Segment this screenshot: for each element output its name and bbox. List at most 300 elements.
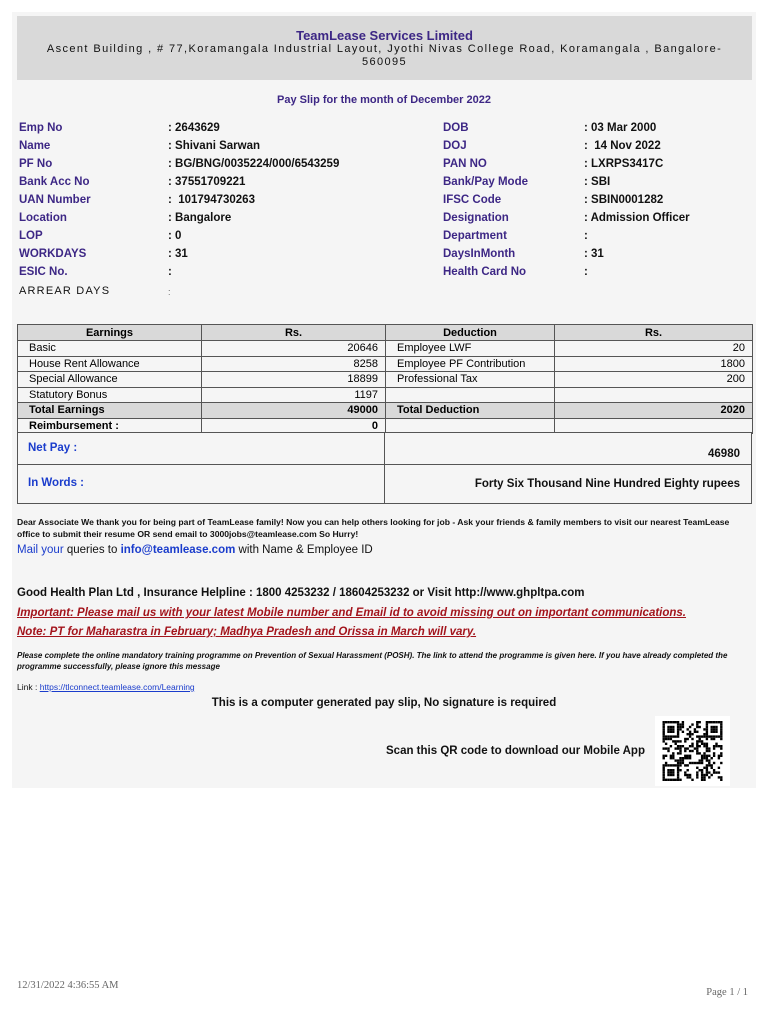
qr-module: [663, 771, 665, 773]
qr-module: [679, 726, 681, 728]
qr-module: [701, 755, 703, 757]
qr-module: [720, 745, 722, 747]
qr-module: [679, 759, 681, 761]
qr-module: [713, 745, 715, 747]
qr-module: [706, 759, 708, 761]
qr-module: [701, 776, 703, 778]
pay-mode-label: Bank/Pay Mode: [443, 176, 528, 188]
qr-module: [663, 774, 665, 776]
qr-module: [713, 762, 715, 764]
deduction-name: Employee PF Contribution: [386, 356, 555, 372]
qr-module: [677, 771, 679, 773]
qr-module: [718, 755, 720, 757]
print-timestamp: 12/31/2022 4:36:55 AM: [17, 980, 119, 991]
mail-queries-line: [17, 544, 373, 556]
qr-module: [663, 769, 665, 771]
qr-module: [696, 771, 698, 773]
qr-module: [720, 728, 722, 730]
qr-module: [711, 731, 713, 733]
qr-module: [701, 743, 703, 745]
qr-module: [663, 767, 665, 769]
deduction-amount: 20: [555, 341, 753, 357]
qr-module: [715, 745, 717, 747]
esic-value: :: [168, 266, 172, 278]
qr-module: [684, 774, 686, 776]
qr-module: [720, 731, 722, 733]
qr-module: [718, 721, 720, 723]
uan-value: : 101794730263: [168, 194, 255, 206]
mail-prefix: Mail your: [17, 544, 64, 556]
qr-module: [672, 728, 674, 730]
qr-module: [694, 731, 696, 733]
qr-module: [663, 740, 665, 742]
qr-module: [703, 767, 705, 769]
qr-module: [713, 738, 715, 740]
qr-module: [691, 743, 693, 745]
qr-module: [708, 721, 710, 723]
qr-module: [706, 757, 708, 759]
qr-module: [689, 733, 691, 735]
total-deduction-value: 2020: [555, 403, 753, 419]
qr-module: [708, 771, 710, 773]
qr-module: [703, 733, 705, 735]
pt-note: Note: PT for Maharastra in February; Madhya Pradesh and Orissa in March will vary.: [17, 626, 477, 638]
qr-module: [689, 774, 691, 776]
qr-module: [715, 743, 717, 745]
earnings-rs-header: Rs.: [202, 325, 386, 341]
qr-module: [677, 774, 679, 776]
bank-acc-label: Bank Acc No: [19, 176, 90, 188]
qr-module: [679, 757, 681, 759]
qr-module: [663, 757, 665, 759]
deduction-amount: 200: [555, 372, 753, 388]
qr-module: [703, 735, 705, 737]
payslip-period-title: Pay Slip for the month of December 2022: [277, 94, 491, 106]
qr-module: [706, 771, 708, 773]
qr-module: [696, 752, 698, 754]
qr-module: [699, 738, 701, 740]
workdays-label: WORKDAYS: [19, 248, 87, 260]
qr-module: [720, 752, 722, 754]
workdays-value: : 31: [168, 248, 188, 260]
deduction-name: Professional Tax: [386, 372, 555, 388]
qr-module: [701, 759, 703, 761]
qr-module: [689, 745, 691, 747]
pf-no-label: PF No: [19, 158, 53, 170]
qr-module: [720, 721, 722, 723]
net-pay-label: Net Pay :: [28, 442, 78, 454]
qr-module: [715, 735, 717, 737]
qr-module: [699, 762, 701, 764]
qr-module: [682, 745, 684, 747]
qr-module: [720, 726, 722, 728]
qr-module: [672, 774, 674, 776]
qr-module: [718, 776, 720, 778]
qr-module: [711, 774, 713, 776]
qr-module: [706, 723, 708, 725]
qr-module: [703, 745, 705, 747]
qr-module: [679, 728, 681, 730]
earning-name: Special Allowance: [18, 372, 202, 388]
qr-module: [672, 740, 674, 742]
qr-module: [677, 769, 679, 771]
qr-module: [682, 721, 684, 723]
qr-module: [663, 721, 665, 723]
qr-module: [665, 755, 667, 757]
qr-module: [711, 767, 713, 769]
qr-module: [670, 764, 672, 766]
qr-module: [691, 750, 693, 752]
qr-module: [687, 738, 689, 740]
qr-module: [682, 762, 684, 764]
qr-module: [667, 735, 669, 737]
mail-mid: queries to: [63, 544, 121, 556]
earning-name: House Rent Allowance: [18, 356, 202, 372]
qr-module: [715, 728, 717, 730]
qr-module: [672, 721, 674, 723]
earning-amount: 18899: [202, 372, 386, 388]
qr-module: [708, 762, 710, 764]
qr-module: [715, 726, 717, 728]
qr-module: [665, 779, 667, 781]
qr-module: [720, 738, 722, 740]
ifsc-value: : SBIN0001282: [584, 194, 664, 206]
qr-module: [696, 767, 698, 769]
qr-module: [679, 762, 681, 764]
location-label: Location: [19, 212, 67, 224]
qr-module: [696, 747, 698, 749]
qr-module: [687, 755, 689, 757]
qr-module: [677, 745, 679, 747]
days-in-month-label: DaysInMonth: [443, 248, 516, 260]
qr-module: [679, 764, 681, 766]
qr-module: [711, 738, 713, 740]
qr-module: [684, 764, 686, 766]
qr-module: [696, 721, 698, 723]
qr-module: [718, 735, 720, 737]
qr-module: [694, 728, 696, 730]
qr-module: [701, 771, 703, 773]
qr-module: [675, 721, 677, 723]
qr-module: [720, 747, 722, 749]
qr-module: [718, 771, 720, 773]
qr-module: [720, 733, 722, 735]
qr-module: [677, 747, 679, 749]
qr-module: [696, 743, 698, 745]
qr-module: [667, 779, 669, 781]
qr-module: [665, 762, 667, 764]
earning-name: Statutory Bonus: [18, 387, 202, 403]
qr-module: [701, 740, 703, 742]
qr-module: [672, 735, 674, 737]
qr-module: [694, 762, 696, 764]
qr-module: [682, 726, 684, 728]
qr-module: [711, 721, 713, 723]
qr-module: [672, 755, 674, 757]
table-row: [18, 372, 753, 388]
earnings-deductions-table: [17, 324, 753, 434]
qr-module: [663, 726, 665, 728]
qr-module: [663, 733, 665, 735]
page-number: Page 1 / 1: [706, 987, 748, 998]
qr-module: [701, 735, 703, 737]
qr-module: [718, 767, 720, 769]
qr-module: [687, 764, 689, 766]
qr-module: [665, 721, 667, 723]
qr-module: [679, 723, 681, 725]
qr-module: [708, 759, 710, 761]
qr-module: [670, 728, 672, 730]
company-address: Ascent Building , # 77,Koramangala Industrial Layout, Jyothi Nivas College Road, Koramangala , Bangalore-560095: [46, 43, 723, 68]
qr-module: [701, 757, 703, 759]
qr-module: [708, 750, 710, 752]
pan-value: : LXRPS3417C: [584, 158, 664, 170]
qr-module: [677, 752, 679, 754]
department-label: Department: [443, 230, 507, 242]
qr-module: [665, 738, 667, 740]
qr-module: [691, 745, 693, 747]
qr-module: [699, 740, 701, 742]
qr-module: [694, 747, 696, 749]
qr-module: [677, 731, 679, 733]
qr-module: [663, 747, 665, 749]
scan-qr-text: Scan this QR code to download our Mobile App: [386, 745, 645, 757]
qr-module: [667, 738, 669, 740]
name-label: Name: [19, 140, 51, 152]
qr-module: [687, 733, 689, 735]
qr-module: [706, 731, 708, 733]
qr-module: [679, 740, 681, 742]
qr-module: [675, 759, 677, 761]
qr-module: [677, 740, 679, 742]
qr-module: [679, 752, 681, 754]
qr-module: [682, 723, 684, 725]
esic-label: ESIC No.: [19, 266, 68, 278]
qr-module: [663, 738, 665, 740]
deduction-header: Deduction: [386, 325, 555, 341]
qr-module: [691, 762, 693, 764]
qr-module: [706, 738, 708, 740]
qr-module: [689, 762, 691, 764]
qr-module: [684, 738, 686, 740]
company-header: [17, 16, 752, 80]
qr-module: [677, 726, 679, 728]
designation-label: Designation: [443, 212, 509, 224]
qr-module: [696, 776, 698, 778]
ifsc-label: IFSC Code: [443, 194, 502, 206]
support-email-link[interactable]: info@teamlease.com: [120, 544, 236, 556]
qr-module: [699, 735, 701, 737]
qr-module: [679, 750, 681, 752]
qr-module: [689, 757, 691, 759]
qr-module: [703, 776, 705, 778]
table-row: [18, 387, 753, 403]
qr-module: [677, 723, 679, 725]
qr-module: [677, 767, 679, 769]
qr-module: [670, 738, 672, 740]
qr-module: [706, 769, 708, 771]
net-pay-value-box: [384, 432, 752, 465]
mail-suffix: with Name & Employee ID: [235, 544, 373, 556]
qr-module: [667, 731, 669, 733]
qr-module: [720, 723, 722, 725]
qr-module: [667, 721, 669, 723]
emp-no-label: Emp No: [19, 122, 63, 134]
qr-module: [667, 750, 669, 752]
qr-module: [677, 776, 679, 778]
qr-module: [663, 728, 665, 730]
qr-module: [672, 764, 674, 766]
qr-module: [689, 726, 691, 728]
qr-module: [663, 755, 665, 757]
learning-portal-link[interactable]: https://tlconnect.teamlease.com/Learning: [39, 682, 195, 692]
qr-module: [696, 750, 698, 752]
qr-module: [670, 771, 672, 773]
qr-module: [665, 747, 667, 749]
qr-module: [713, 726, 715, 728]
table-row: [18, 356, 753, 372]
name-value: : Shivani Sarwan: [168, 140, 261, 152]
qr-module: [677, 721, 679, 723]
dob-value: : 03 Mar 2000: [584, 122, 657, 134]
qr-module: [687, 774, 689, 776]
qr-module: [696, 726, 698, 728]
posh-training-notice: Please complete the online mandatory training programme on Prevention of Sexual Harassment (POSH). The link to attend the programme is given here. If you have already completed the programme successfully, please ignore this message: [17, 651, 728, 671]
link-label: Link :: [17, 682, 40, 692]
qr-module: [684, 747, 686, 749]
deduction-name: Employee LWF: [386, 341, 555, 357]
qr-module: [672, 757, 674, 759]
important-notice: Important: Please mail us with your latest Mobile number and Email id to avoid missing out on important communications.: [17, 607, 687, 619]
qr-module: [682, 759, 684, 761]
qr-module: [699, 759, 701, 761]
qr-module: [713, 755, 715, 757]
qr-module: [699, 721, 701, 723]
qr-module: [706, 726, 708, 728]
qr-module: [706, 735, 708, 737]
earning-amount: 8258: [202, 356, 386, 372]
dob-label: DOB: [443, 122, 469, 134]
qr-module: [670, 774, 672, 776]
qr-module: [711, 757, 713, 759]
arrear-days-label: ARREAR DAYS: [19, 285, 111, 297]
table-row: [18, 341, 753, 357]
qr-module: [701, 779, 703, 781]
qr-module: [713, 735, 715, 737]
company-name: TeamLease Services Limited: [296, 28, 473, 43]
qr-module: [711, 764, 713, 766]
totals-row: [18, 403, 753, 419]
qr-module: [701, 774, 703, 776]
qr-module: [703, 728, 705, 730]
qr-module: [691, 723, 693, 725]
qr-module: [713, 752, 715, 754]
qr-module: [670, 755, 672, 757]
qr-module: [687, 769, 689, 771]
deduction-rs-header: Rs.: [555, 325, 753, 341]
earning-amount: 1197: [202, 387, 386, 403]
qr-module: [682, 731, 684, 733]
qr-module: [696, 745, 698, 747]
qr-module: [689, 750, 691, 752]
pf-no-value: : BG/BNG/0035224/000/6543259: [168, 158, 340, 170]
mobile-app-qr-code[interactable]: [655, 716, 730, 786]
qr-module: [713, 771, 715, 773]
qr-module: [663, 776, 665, 778]
qr-module: [677, 733, 679, 735]
qr-module: [701, 762, 703, 764]
bank-acc-value: : 37551709221: [168, 176, 246, 188]
in-words-value: Forty Six Thousand Nine Hundred Eighty rupees: [474, 478, 740, 490]
qr-module: [701, 769, 703, 771]
qr-module: [706, 774, 708, 776]
emp-no-value: : 2643629: [168, 122, 220, 134]
qr-module: [667, 728, 669, 730]
table-header-row: [18, 325, 753, 341]
arrear-days-value: :: [168, 287, 171, 297]
qr-module: [670, 757, 672, 759]
qr-module: [703, 743, 705, 745]
doj-value: : 14 Nov 2022: [584, 140, 661, 152]
qr-module: [679, 747, 681, 749]
location-value: : Bangalore: [168, 212, 232, 224]
health-card-label: Health Card No: [443, 266, 527, 278]
qr-module: [670, 779, 672, 781]
qr-module: [699, 726, 701, 728]
qr-module: [720, 735, 722, 737]
qr-module: [687, 776, 689, 778]
qr-module: [708, 735, 710, 737]
qr-module: [672, 752, 674, 754]
qr-module: [706, 767, 708, 769]
qr-module: [713, 747, 715, 749]
qr-module: [715, 721, 717, 723]
qr-module: [675, 779, 677, 781]
learning-link-line: [17, 682, 195, 692]
qr-module: [691, 779, 693, 781]
qr-module: [677, 728, 679, 730]
qr-module: [677, 735, 679, 737]
uan-label: UAN Number: [19, 194, 91, 206]
qr-module: [718, 745, 720, 747]
qr-module: [711, 735, 713, 737]
qr-module: [677, 764, 679, 766]
qr-module: [708, 776, 710, 778]
qr-module: [706, 745, 708, 747]
qr-module: [703, 755, 705, 757]
pan-label: PAN NO: [443, 158, 487, 170]
qr-module: [679, 779, 681, 781]
qr-module: [675, 747, 677, 749]
qr-module: [675, 764, 677, 766]
qr-module: [663, 735, 665, 737]
qr-module: [667, 769, 669, 771]
total-earnings-label: Total Earnings: [18, 403, 202, 419]
reimbursement-value: 0: [202, 418, 386, 434]
qr-module: [677, 762, 679, 764]
qr-module: [699, 769, 701, 771]
qr-module: [713, 721, 715, 723]
qr-module: [663, 723, 665, 725]
qr-module: [665, 764, 667, 766]
qr-module: [696, 735, 698, 737]
computer-generated-note: This is a computer generated pay slip, No signature is required: [211, 697, 557, 709]
deduction-amount: 1800: [555, 356, 753, 372]
insurance-helpline: Good Health Plan Ltd , Insurance Helpline : 1800 4253232 / 18604253232 or Visit http://www.ghpltpa.com: [17, 587, 585, 599]
qr-module: [670, 731, 672, 733]
qr-module: [696, 762, 698, 764]
lop-value: : 0: [168, 230, 182, 242]
